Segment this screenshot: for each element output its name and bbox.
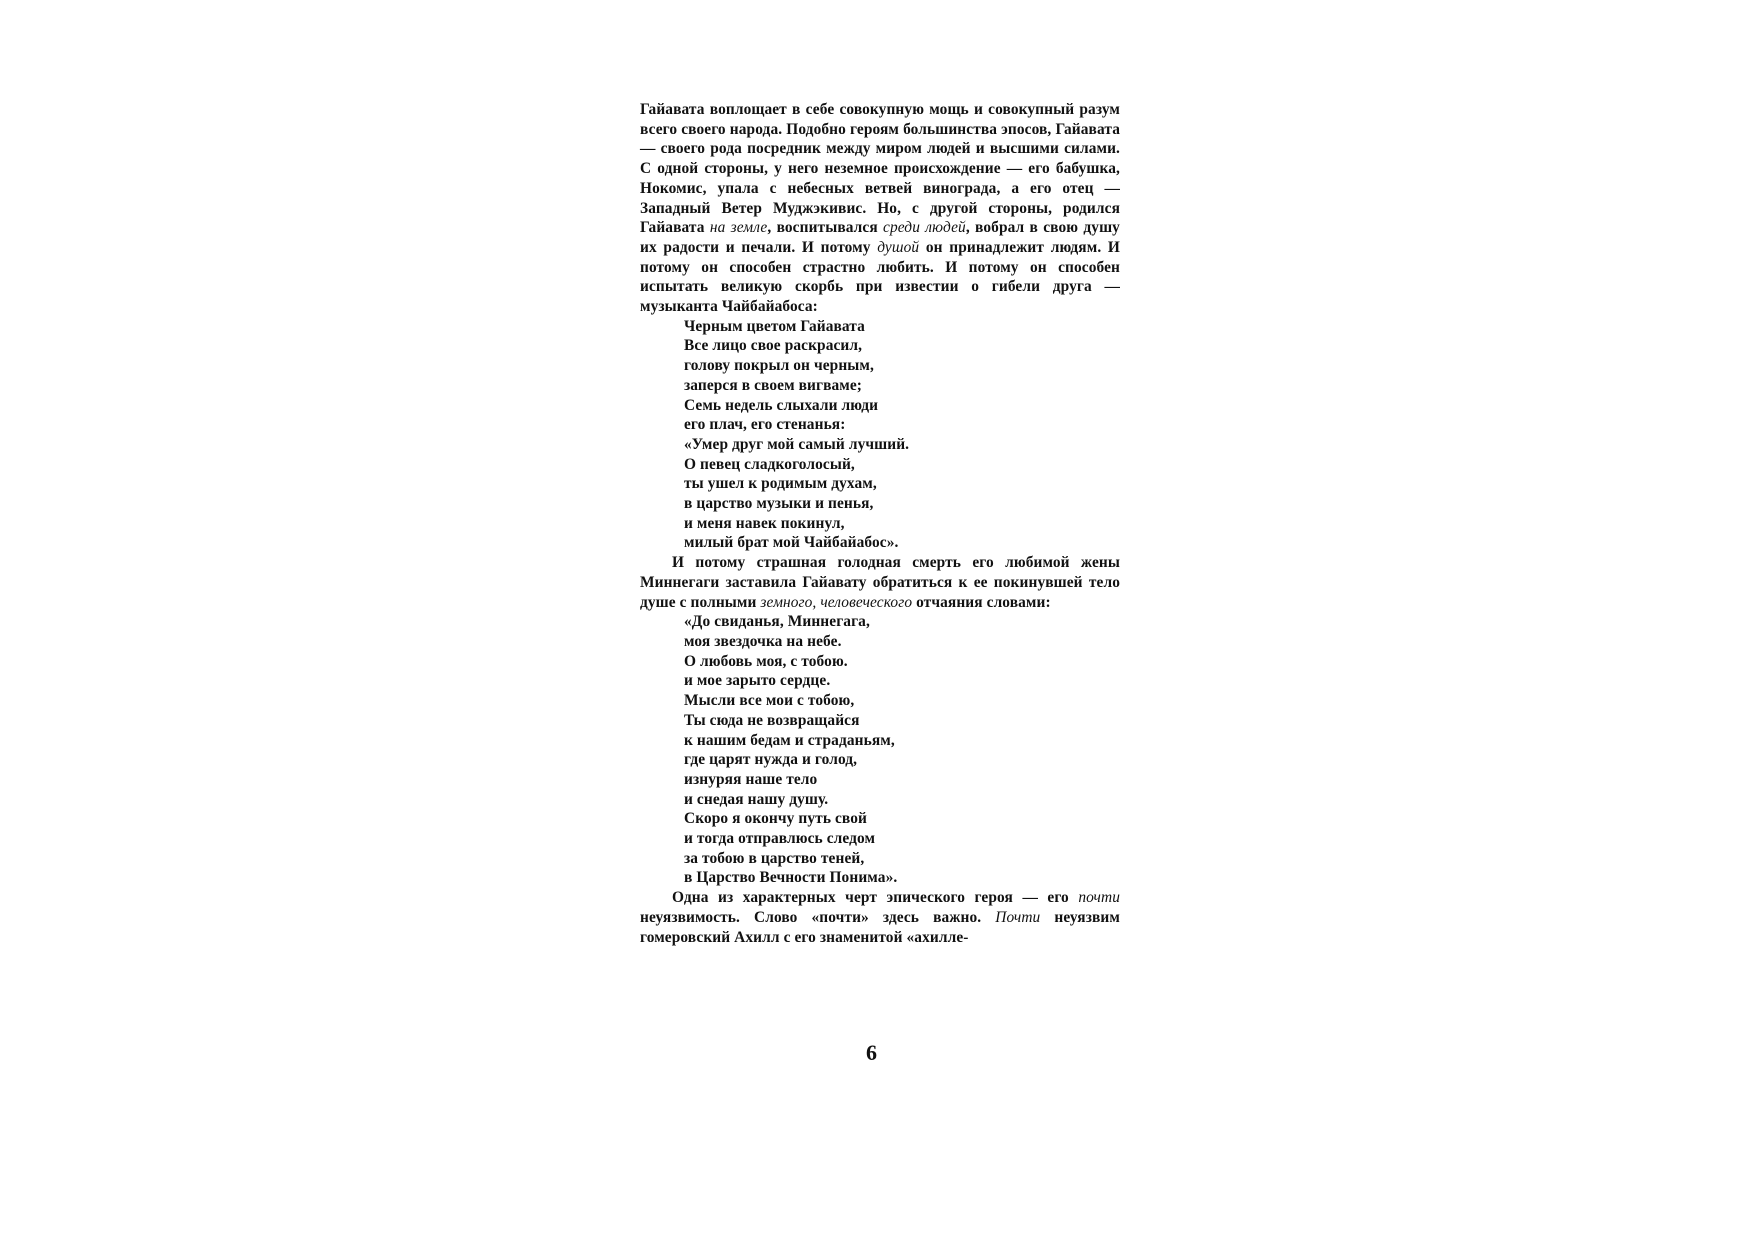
verse-lament-chaibaiabos [640,317,1120,553]
verse-line: «Умер друг мой самый лучший. [684,435,910,453]
verse-line: в царство музыки и пенья, [684,495,874,513]
emphasis-on-earth: на земле [709,219,768,237]
verse-line: О любовь моя, с тобою. [684,652,848,670]
verse-farewell-minnehaha [640,612,1120,888]
emphasis-almost: почти [1078,889,1120,907]
text-run: Одна из характерных черт эпического героя — его [672,889,1079,907]
verse-line: его плач, его стенанья: [684,416,846,434]
text-run: неуязвим гомеровский Ахилл с его знаменитой «ахилле- [640,908,1120,946]
verse-line: Все лицо свое раскрасил, [684,337,863,355]
emphasis-soul: душой [877,238,920,256]
paragraph-invulnerability [640,888,1120,947]
verse-line: Семь недель слыхали люди [684,396,879,414]
verse-line: за тобою в царство теней, [684,849,865,867]
text-run: , воспитывался [767,219,884,237]
verse-line: и мое зарыто сердце. [684,672,831,690]
text-run: неуязвимость. Слово «почти» здесь важно. [640,908,996,926]
paragraph-hiawatha-intro [640,100,1120,317]
verse-line: Черным цветом Гайавата [684,317,865,335]
verse-line: и снедая нашу душу. [684,790,829,808]
text-run: отчаяния словами: [912,593,1051,611]
paragraph-minnehaha [640,553,1120,612]
text-run: он принадлежит людям. И потому он способен страстно любить. И потому он способен испытать великую скорбь при известии о гибели друга — музыканта Чайбайабоса: [640,238,1120,316]
verse-line: заперся в своем вигваме; [684,376,863,394]
verse-line: Ты сюда не возвращайся [684,711,860,729]
page-text-block [640,100,1120,947]
verse-line: Скоро я окончу путь свой [684,810,868,828]
verse-line: моя звездочка на небе. [684,632,842,650]
verse-line: изнуряя наше тело [684,770,818,788]
verse-line: О певец сладкоголосый, [684,455,855,473]
verse-line: ты ушел к родимым духам, [684,475,877,493]
page-number: 6 [866,1040,877,1065]
text-run: И потому страшная голодная смерть его любимой жены Миннегаги заставила Гайавату обратиться к ее покинувшей тело душе с полными [640,554,1120,611]
verse-line: к нашим бедам и страданьям, [684,731,895,749]
verse-line: Мысли все мои с тобою, [684,692,855,710]
verse-line: и меня навек покинул, [684,514,845,532]
emphasis-among-people: среди людей [883,219,966,237]
emphasis-almost: Почти [995,908,1041,926]
verse-line: в Царство Вечности Понима». [684,869,898,887]
text-run: , вобрал в свою душу их радости и печали. И потому [640,219,1120,256]
verse-line: и тогда отправлюсь следом [684,830,876,848]
emphasis-earthly-human: земного, человеческого [760,593,913,611]
verse-line: где царят нужда и голод, [684,751,858,769]
verse-line: милый брат мой Чайбайабос». [684,534,899,552]
verse-line: голову покрыл он черным, [684,357,874,375]
text-run: Гайавата воплощает в себе совокупную мощь и совокупный разум всего своего народа. Подобно героям большинства эпосов, Гайавата — своего рода посредник между миром людей и высшими силами. С одной стороны, у него неземное происхождение — его бабушка, Нокомис, упала с небесных ветвей винограда, а его отец — Западный Ветер Муджэкивис. Но, с другой стороны, родился Гайавата [640,101,1120,237]
verse-line: «До свиданья, Миннегага, [684,613,870,631]
